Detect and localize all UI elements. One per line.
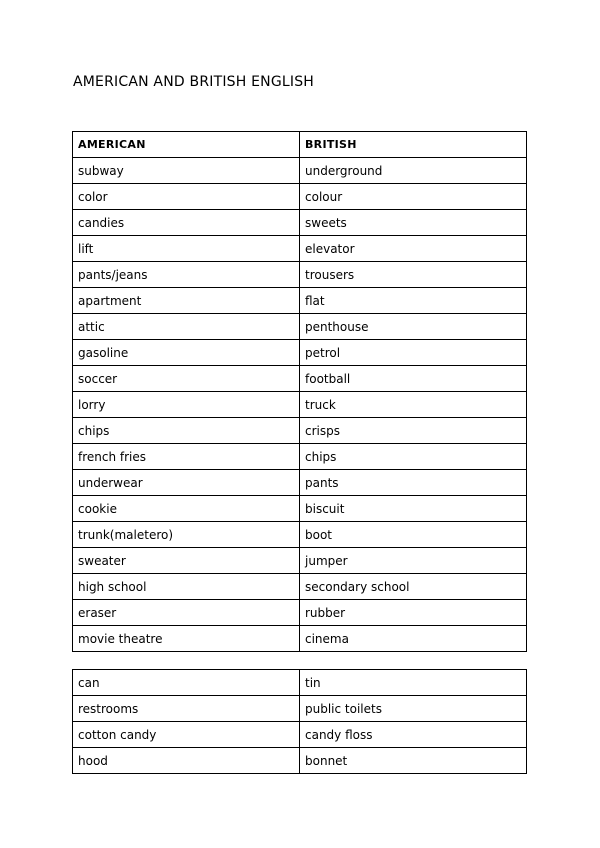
table-row — [73, 392, 527, 418]
british-column-header: BRITISH — [300, 132, 527, 158]
american-term-cell: lift — [73, 236, 300, 262]
table-row — [73, 600, 527, 626]
table-row — [73, 418, 527, 444]
american-term-cell: underwear — [73, 470, 300, 496]
vocabulary-table-body — [73, 132, 527, 652]
american-term-cell: color — [73, 184, 300, 210]
british-term-cell: rubber — [300, 600, 527, 626]
british-term-cell: cinema — [300, 626, 527, 652]
table-row — [73, 340, 527, 366]
american-term-cell: cotton candy — [73, 722, 300, 748]
british-term-cell: underground — [300, 158, 527, 184]
american-term-cell: gasoline — [73, 340, 300, 366]
american-term-cell: trunk(maletero) — [73, 522, 300, 548]
table-row — [73, 262, 527, 288]
table-row — [73, 444, 527, 470]
table-row — [73, 522, 527, 548]
british-term-cell: biscuit — [300, 496, 527, 522]
american-term-cell: chips — [73, 418, 300, 444]
british-term-cell: petrol — [300, 340, 527, 366]
table-header-row — [73, 132, 527, 158]
american-term-cell: can — [73, 670, 300, 696]
british-term-cell: public toilets — [300, 696, 527, 722]
extra-vocabulary-table-body — [73, 670, 527, 774]
american-term-cell: hood — [73, 748, 300, 774]
table-row — [73, 184, 527, 210]
page-title: AMERICAN AND BRITISH ENGLISH — [73, 74, 315, 90]
british-term-cell: football — [300, 366, 527, 392]
table-row — [73, 470, 527, 496]
table-row — [73, 314, 527, 340]
american-term-cell: eraser — [73, 600, 300, 626]
american-term-cell: restrooms — [73, 696, 300, 722]
american-term-cell: sweater — [73, 548, 300, 574]
table-row — [73, 288, 527, 314]
british-term-cell: sweets — [300, 210, 527, 236]
british-term-cell: truck — [300, 392, 527, 418]
table-row — [73, 574, 527, 600]
american-term-cell: attic — [73, 314, 300, 340]
british-term-cell: jumper — [300, 548, 527, 574]
british-term-cell: pants — [300, 470, 527, 496]
american-term-cell: cookie — [73, 496, 300, 522]
american-term-cell: apartment — [73, 288, 300, 314]
table-row — [73, 158, 527, 184]
table-row — [73, 722, 527, 748]
british-term-cell: bonnet — [300, 748, 527, 774]
british-term-cell: chips — [300, 444, 527, 470]
british-term-cell: penthouse — [300, 314, 527, 340]
table-row — [73, 366, 527, 392]
british-term-cell: secondary school — [300, 574, 527, 600]
table-row — [73, 670, 527, 696]
american-term-cell: pants/jeans — [73, 262, 300, 288]
american-term-cell: lorry — [73, 392, 300, 418]
table-row — [73, 696, 527, 722]
american-term-cell: candies — [73, 210, 300, 236]
table-row — [73, 748, 527, 774]
table-row — [73, 548, 527, 574]
british-term-cell: boot — [300, 522, 527, 548]
british-term-cell: trousers — [300, 262, 527, 288]
table-row — [73, 496, 527, 522]
vocabulary-table — [72, 131, 527, 652]
american-term-cell: soccer — [73, 366, 300, 392]
extra-vocabulary-table — [72, 669, 527, 774]
british-term-cell: crisps — [300, 418, 527, 444]
american-term-cell: subway — [73, 158, 300, 184]
british-term-cell: tin — [300, 670, 527, 696]
table-row — [73, 236, 527, 262]
british-term-cell: colour — [300, 184, 527, 210]
american-column-header: AMERICAN — [73, 132, 300, 158]
american-term-cell: movie theatre — [73, 626, 300, 652]
british-term-cell: elevator — [300, 236, 527, 262]
american-term-cell: french fries — [73, 444, 300, 470]
table-row — [73, 210, 527, 236]
british-term-cell: candy floss — [300, 722, 527, 748]
table-row — [73, 626, 527, 652]
british-term-cell: flat — [300, 288, 527, 314]
american-term-cell: high school — [73, 574, 300, 600]
